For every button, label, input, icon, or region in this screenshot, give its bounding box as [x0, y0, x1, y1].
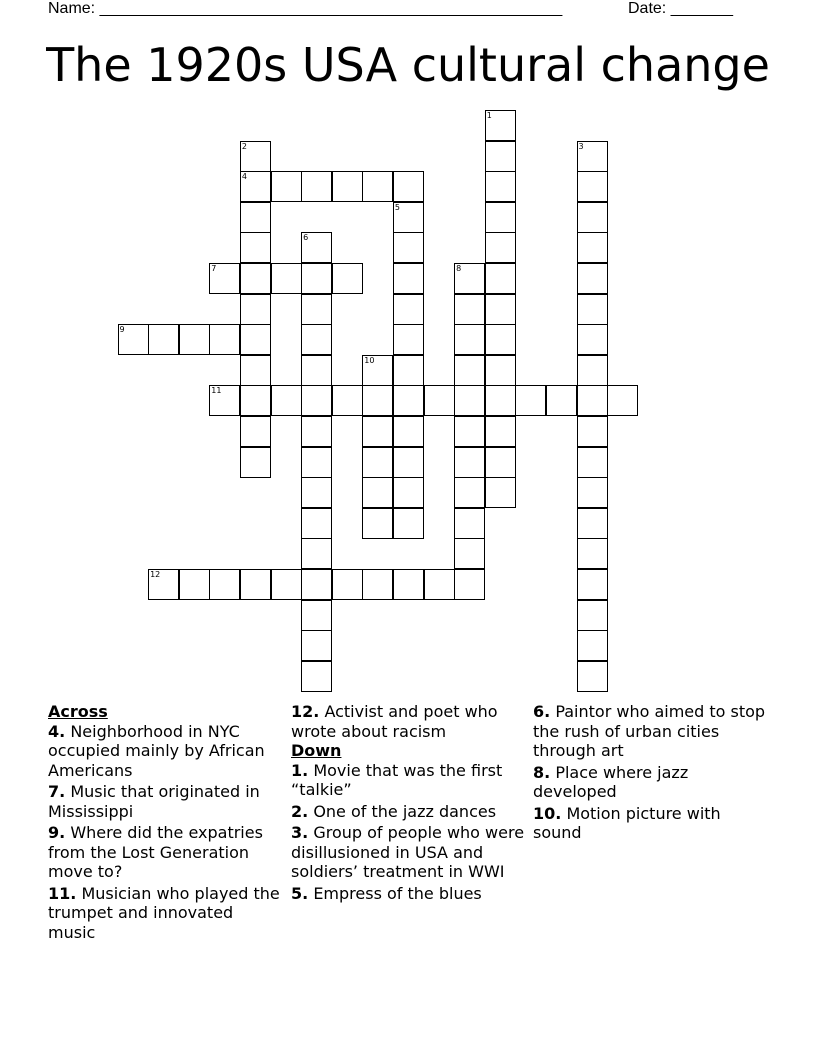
grid-cell[interactable] — [485, 294, 516, 325]
grid-cell[interactable] — [393, 355, 424, 386]
grid-cell[interactable] — [271, 385, 302, 416]
grid-cell[interactable] — [240, 416, 271, 447]
name-field[interactable]: Name: ____________________________________________________ — [48, 0, 563, 17]
down-heading: Down — [291, 741, 342, 760]
clue-text: Place where jazz developed — [533, 762, 689, 801]
grid-cell[interactable] — [362, 385, 393, 416]
clue-number: 4. — [48, 721, 66, 741]
cell-number: 3 — [578, 141, 584, 151]
grid-cell[interactable] — [393, 232, 424, 263]
grid-cell[interactable] — [577, 447, 608, 478]
across-heading: Across — [48, 702, 108, 721]
grid-cell[interactable] — [577, 508, 608, 539]
grid-cell[interactable] — [362, 447, 393, 478]
grid-cell[interactable] — [332, 385, 363, 416]
clue-text: Musician who played the trumpet and innovated music — [48, 883, 280, 942]
grid-cell[interactable] — [577, 324, 608, 355]
date-field[interactable]: Date: _______ — [628, 0, 733, 17]
grid-cell[interactable] — [179, 569, 210, 600]
grid-cell[interactable] — [454, 416, 485, 447]
grid-cell[interactable] — [424, 385, 455, 416]
clue-number: 3. — [291, 823, 309, 842]
grid-cell[interactable] — [577, 416, 608, 447]
grid-cell[interactable] — [393, 569, 424, 600]
grid-cell[interactable] — [179, 324, 210, 355]
grid-cell[interactable] — [301, 324, 332, 355]
grid-cell[interactable] — [301, 661, 332, 692]
grid-cell[interactable] — [240, 385, 271, 416]
grid-cell[interactable] — [271, 171, 302, 202]
down-clue — [533, 702, 773, 761]
grid-cell[interactable] — [485, 385, 516, 416]
down-clue — [291, 761, 531, 800]
across-clue — [291, 702, 531, 741]
grid-cell[interactable] — [577, 569, 608, 600]
clue-text: Music that originated in Mississippi — [48, 782, 260, 821]
grid-cell[interactable] — [301, 508, 332, 539]
grid-cell[interactable] — [607, 385, 638, 416]
grid-cell[interactable] — [454, 569, 485, 600]
grid-cell[interactable] — [240, 294, 271, 325]
grid-cell[interactable] — [577, 385, 608, 416]
grid-cell[interactable] — [301, 171, 332, 202]
grid-cell[interactable] — [577, 355, 608, 386]
grid-cell[interactable] — [577, 661, 608, 692]
grid-cell[interactable] — [485, 141, 516, 172]
grid-cell[interactable] — [454, 294, 485, 325]
grid-cell[interactable] — [577, 294, 608, 325]
grid-cell[interactable] — [332, 569, 363, 600]
clue-text: Neighborhood in NYC occupied mainly by African Americans — [48, 721, 265, 780]
grid-cell[interactable] — [240, 355, 271, 386]
cell-number: 11 — [211, 386, 222, 396]
grid-cell[interactable] — [148, 569, 179, 600]
grid-cell[interactable] — [301, 385, 332, 416]
clues-column-2 — [291, 702, 531, 905]
grid-cell[interactable] — [393, 171, 424, 202]
across-clue — [48, 884, 280, 943]
grid-cell[interactable] — [454, 385, 485, 416]
grid-cell[interactable] — [485, 355, 516, 386]
down-clue — [533, 763, 773, 802]
cell-number: 4 — [241, 172, 247, 182]
grid-cell[interactable] — [301, 416, 332, 447]
grid-cell[interactable] — [393, 263, 424, 294]
grid-cell[interactable] — [485, 324, 516, 355]
grid-cell[interactable] — [393, 447, 424, 478]
page-title: The 1920s USA cultural change — [46, 38, 770, 92]
cell-number: 5 — [394, 202, 400, 212]
grid-cell[interactable] — [209, 385, 240, 416]
cell-number: 8 — [456, 264, 462, 273]
grid-cell[interactable] — [209, 569, 240, 600]
cell-number: 9 — [119, 325, 125, 335]
grid-cell[interactable] — [485, 263, 516, 294]
grid-cell[interactable] — [485, 447, 516, 478]
grid-cell[interactable] — [577, 600, 608, 631]
clue-number: 5. — [291, 883, 309, 903]
clues-column-1 — [48, 702, 280, 944]
grid-cell[interactable] — [485, 202, 516, 233]
grid-cell[interactable] — [118, 324, 149, 355]
cell-number: 2 — [241, 141, 247, 151]
clue-number: 7. — [48, 782, 66, 801]
grid-cell[interactable] — [393, 324, 424, 355]
clue-text: Activist and poet who wrote about racism — [291, 702, 498, 741]
grid-cell[interactable] — [577, 232, 608, 263]
grid-cell[interactable] — [485, 171, 516, 202]
cell-number: 10 — [364, 355, 375, 365]
grid-cell[interactable] — [240, 171, 271, 202]
grid-cell[interactable] — [454, 538, 485, 569]
grid-cell[interactable] — [301, 294, 332, 325]
grid-cell[interactable] — [546, 385, 577, 416]
clue-number: 11. — [48, 883, 77, 903]
grid-cell[interactable] — [332, 263, 363, 294]
down-clue — [291, 884, 531, 904]
grid-cell[interactable] — [209, 263, 240, 294]
clue-number: 10. — [533, 803, 562, 823]
grid-cell[interactable] — [485, 232, 516, 263]
grid-cell[interactable] — [332, 171, 363, 202]
grid-cell[interactable] — [301, 600, 332, 631]
grid-cell[interactable] — [577, 171, 608, 202]
cell-number: 1 — [486, 111, 492, 120]
grid-cell[interactable] — [454, 355, 485, 386]
grid-cell[interactable] — [301, 630, 332, 661]
down-clue — [291, 823, 531, 882]
grid-cell[interactable] — [271, 263, 302, 294]
clue-text: Movie that was the first “talkie” — [291, 760, 503, 799]
grid-cell[interactable] — [577, 263, 608, 294]
grid-cell[interactable] — [577, 477, 608, 508]
grid-cell[interactable] — [301, 263, 332, 294]
grid-cell[interactable] — [424, 569, 455, 600]
grid-cell[interactable] — [577, 630, 608, 661]
grid-cell[interactable] — [240, 141, 271, 172]
clue-number: 1. — [291, 760, 309, 780]
grid-cell[interactable] — [240, 324, 271, 355]
across-clue — [48, 722, 280, 781]
clue-number: 12. — [291, 702, 320, 721]
grid-cell[interactable] — [515, 385, 546, 416]
grid-cell[interactable] — [393, 294, 424, 325]
clue-text: Where did the expatries from the Lost Generation move to? — [48, 823, 263, 881]
grid-cell[interactable] — [393, 508, 424, 539]
clue-number: 9. — [48, 823, 66, 842]
across-clue — [48, 823, 280, 882]
clue-number: 6. — [533, 702, 551, 721]
grid-cell[interactable] — [393, 416, 424, 447]
clue-number: 8. — [533, 762, 551, 782]
cell-number: 12 — [150, 570, 161, 579]
grid-cell[interactable] — [454, 477, 485, 508]
grid-cell[interactable] — [240, 263, 271, 294]
grid-cell[interactable] — [240, 202, 271, 233]
cell-number: 7 — [211, 264, 217, 273]
grid-cell[interactable] — [362, 569, 393, 600]
grid-cell[interactable] — [240, 569, 271, 600]
clue-text: One of the jazz dances — [313, 801, 497, 821]
grid-cell[interactable] — [577, 141, 608, 172]
clue-text: Motion picture with sound — [533, 803, 721, 842]
clue-text: Group of people who were disillusioned in USA and soldiers’ treatment in WWI — [291, 823, 525, 881]
grid-cell[interactable] — [454, 447, 485, 478]
grid-cell[interactable] — [485, 416, 516, 447]
grid-cell[interactable] — [393, 202, 424, 233]
grid-cell[interactable] — [393, 477, 424, 508]
grid-cell[interactable] — [485, 477, 516, 508]
grid-cell[interactable] — [301, 232, 332, 263]
grid-cell[interactable] — [577, 538, 608, 569]
grid-cell[interactable] — [362, 355, 393, 386]
grid-cell[interactable] — [301, 569, 332, 600]
down-clue — [533, 804, 773, 843]
grid-cell[interactable] — [362, 171, 393, 202]
grid-cell[interactable] — [485, 110, 516, 141]
grid-cell[interactable] — [454, 263, 485, 294]
grid-cell[interactable] — [362, 477, 393, 508]
grid-cell[interactable] — [301, 447, 332, 478]
grid-cell[interactable] — [454, 324, 485, 355]
cell-number: 6 — [303, 233, 309, 243]
grid-cell[interactable] — [393, 385, 424, 416]
clue-number: 2. — [291, 801, 309, 821]
clues-column-3 — [533, 702, 773, 845]
clue-text: Empress of the blues — [313, 883, 482, 903]
grid-cell[interactable] — [240, 447, 271, 478]
grid-cell[interactable] — [301, 355, 332, 386]
grid-cell[interactable] — [209, 324, 240, 355]
grid-cell[interactable] — [362, 508, 393, 539]
grid-cell[interactable] — [301, 538, 332, 569]
grid-cell[interactable] — [577, 202, 608, 233]
grid-cell[interactable] — [240, 232, 271, 263]
grid-cell[interactable] — [301, 477, 332, 508]
down-clue — [291, 802, 531, 822]
grid-cell[interactable] — [362, 416, 393, 447]
grid-cell[interactable] — [454, 508, 485, 539]
clue-text: Paintor who aimed to stop the rush of urban cities through art — [533, 702, 766, 760]
across-clue — [48, 782, 280, 821]
grid-cell[interactable] — [271, 569, 302, 600]
grid-cell[interactable] — [148, 324, 179, 355]
